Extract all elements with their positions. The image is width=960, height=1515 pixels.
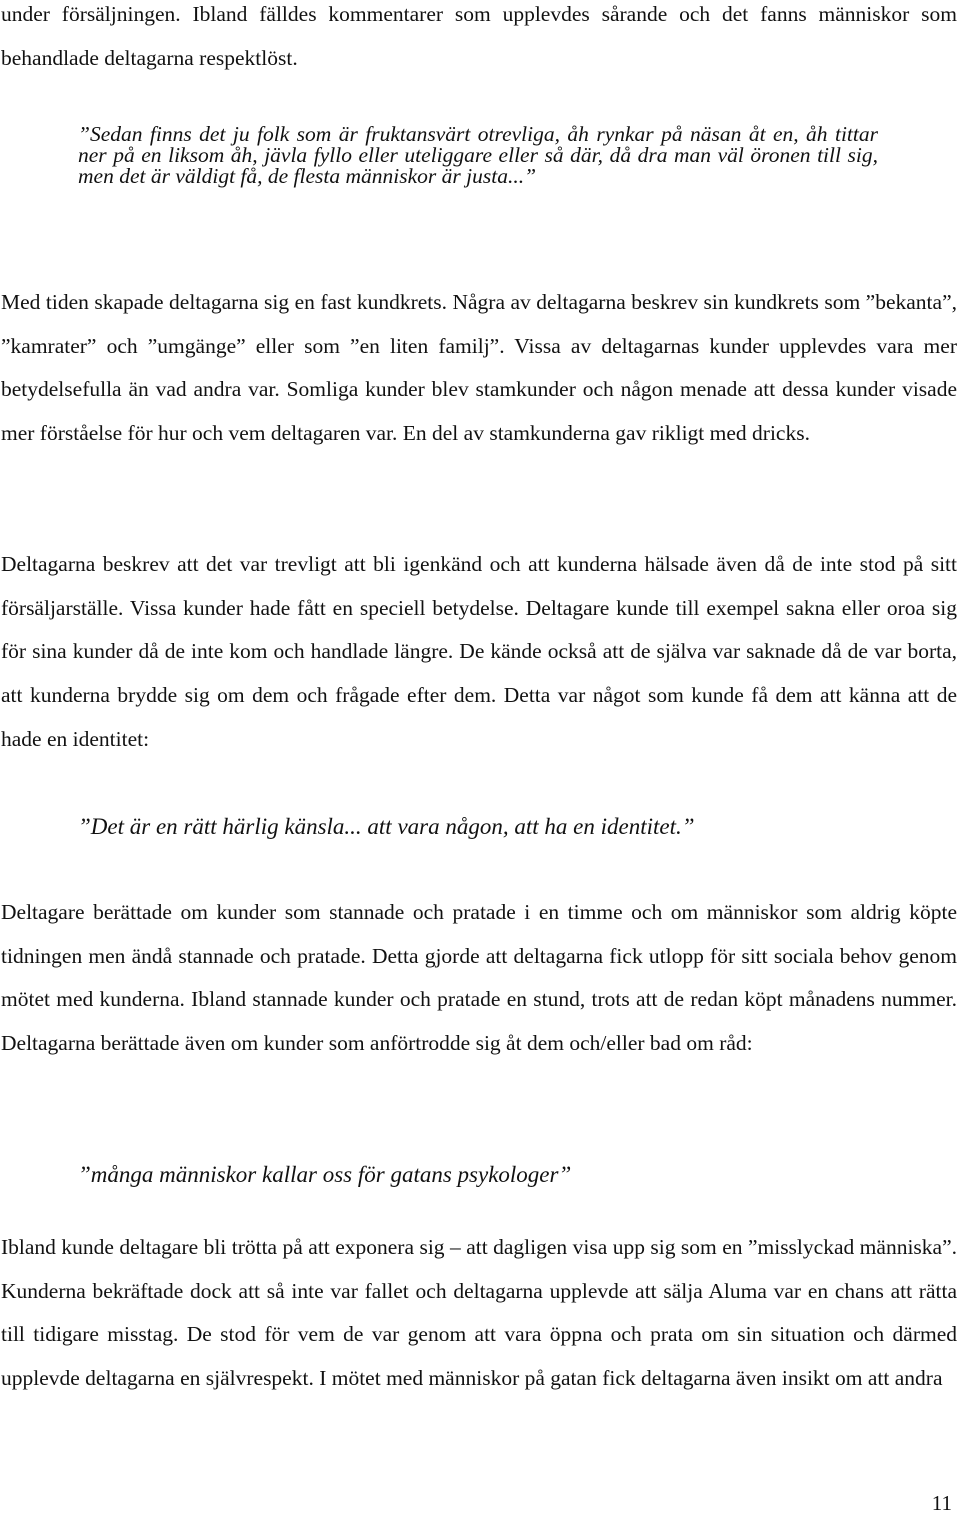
quote-otrevliga: ”Sedan finns det ju folk som är fruktansvärt otrevliga, åh rynkar på näsan åt en, åh tittar ner på en liksom åh, jävla fyllo eller uteliggare eller så där, då dra man väl öronen till sig, men det är väldigt få, de flesta människor är justa...” — [78, 122, 878, 189]
paragraph-pratade: Deltagare berättade om kunder som stannade och pratade i en timme och om människor som aldrig köpte tidningen men ändå stannade och pratade. Detta gjorde att deltagarna fick utlopp för sitt sociala behov genom mötet med kunderna. Ibland stannade kunder och pratade en stund, trots att de redan köpt månadens nummer. Deltagarna berättade även om kunder som anförtrodde sig åt dem och/eller bad om råd: — [1, 900, 957, 1056]
paragraph-kundkrets: Med tiden skapade deltagarna sig en fast kundkrets. Några av deltagarna beskrev sin kundkrets som ”bekanta”, ”kamrater” och ”umgänge” eller som ”en liten familj”. Vissa av deltagarnas kunder upplevdes vara mer betydelsefulla än vad andra var. Somliga kunder blev stamkunder och någon menade att dessa kunder visade mer förståelse för hur och vem deltagaren var. En del av stamkunderna gav rikligt med dricks. — [1, 290, 957, 446]
paragraph-trotta: Ibland kunde deltagare bli trötta på att exponera sig – att dagligen visa upp sig som en ”misslyckad människa”. Kunderna bekräftade dock att så inte var fallet och deltagarna upplevde att sälja Aluma var en chans att rätta till tidigare misstag. De stod för vem de var genom att vara öppna och prata om sin situation och därmed upplevde deltagarna en självrespekt. I mötet med människor på gatan fick deltagarna även insikt om att andra — [1, 1235, 957, 1391]
paragraph-igenkand: Deltagarna beskrev att det var trevligt att bli igenkänd och att kunderna hälsade även då de inte stod på sitt försäljarställe. Vissa kunder hade fått en speciell betydelse. Deltagare kunde till exempel sakna eller oroa sig för sina kunder då de inte kom och handlade längre. De kände också att de själva var saknade då de var borta, att kunderna brydde sig om dem och frågade efter dem. Detta var något som kunde få dem att känna att de hade en identitet: — [1, 552, 957, 751]
page-number: 11 — [931, 1491, 952, 1515]
quote-identitet: ”Det är en rätt härlig känsla... att vara någon, att ha en identitet.” — [78, 814, 695, 839]
intro-paragraph: under försäljningen. Ibland fälldes kommentarer som upplevdes sårande och det fanns människor som behandlade deltagarna respektlöst. — [1, 2, 957, 70]
quote-psykologer: ”många människor kallar oss för gatans psykologer” — [78, 1162, 572, 1187]
